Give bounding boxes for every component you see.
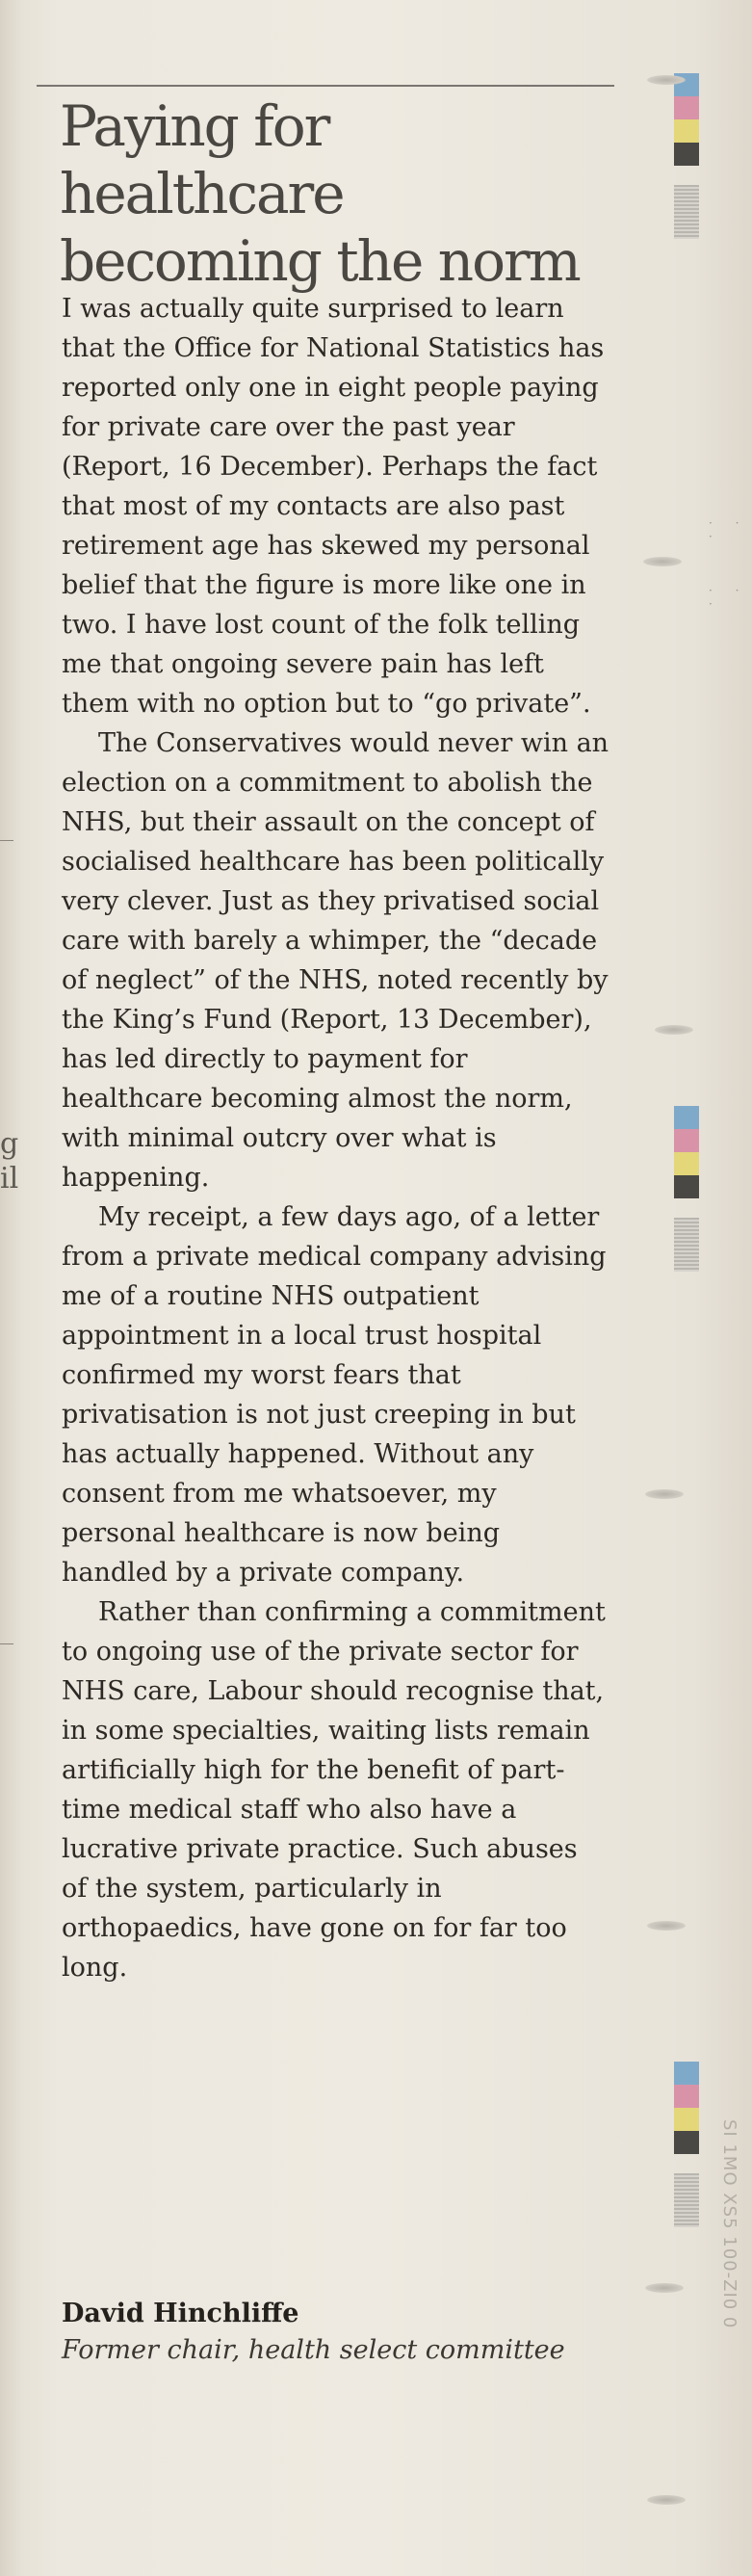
registration-marks	[674, 2062, 699, 2227]
article-headline: Paying for healthcare becoming the norm	[60, 93, 580, 294]
paragraph: Rather than confirming a commitment to ongoing use of the private sector for NHS care, Labour should recognise that, in some specialties, waiting lists remain artificially high for the benefit of part-time medical staff who also have a lucrative private practice. Such abuses of the system, particularly in orthopaedics, have gone on for far too long.	[62, 1597, 606, 1983]
black-swatch	[674, 2131, 699, 2154]
registration-marks	[674, 73, 699, 239]
magenta-swatch	[674, 1129, 699, 1152]
adjacent-column-rule	[0, 1643, 13, 1644]
black-swatch	[674, 1175, 699, 1198]
staple-hole	[645, 2283, 684, 2293]
magenta-swatch	[674, 96, 699, 119]
black-swatch	[674, 143, 699, 166]
grey-swatch	[674, 185, 699, 239]
adjacent-column-edge	[0, 0, 21, 2576]
adjacent-column-rule	[0, 840, 13, 841]
registration-marks	[674, 1106, 699, 1272]
staple-hole	[643, 557, 682, 566]
letter-body	[62, 289, 610, 1987]
author-role: Former chair, health select committee	[62, 2335, 565, 2365]
edge-print-code: SI 1MO XS5 100-ZI0 0	[719, 2119, 739, 2329]
magenta-swatch	[674, 2085, 699, 2108]
staple-hole	[647, 1921, 686, 1931]
staple-hole	[647, 75, 686, 85]
yellow-swatch	[674, 119, 699, 143]
staple-hole	[655, 1025, 693, 1035]
column-top-rule	[37, 85, 614, 87]
author-name: David Hinchliffe	[62, 2299, 299, 2328]
staple-hole	[647, 2495, 686, 2505]
paragraph: The Conservatives would never win an election on a commitment to abolish the NHS, but their assault on the concept of socialised healthcare has been politically very clever. Just as they privatised social care with barely a whimper, the “decade of neglect” of the NHS, noted recently by the King’s Fund (Report, 13 December), has led directly to payment for healthcare becoming almost the norm, with minimal outcry over what is happening.	[62, 728, 609, 1193]
print-dots: · · ·	[709, 516, 749, 543]
cyan-swatch	[674, 2062, 699, 2085]
staple-hole	[645, 1489, 684, 1499]
yellow-swatch	[674, 1152, 699, 1175]
cyan-swatch	[674, 1106, 699, 1129]
paragraph: I was actually quite surprised to learn that the Office for National Statistics has reported only one in eight people paying for private care over the past year (Report, 16 December). Perhaps the fact that most of my contacts are also past retirement age has skewed my personal belief that the figure is more like one in two. I have lost count of the folk telling me that ongoing severe pain has left them with no option but to “go private”.	[62, 294, 605, 719]
adjacent-column-fragment: il	[0, 1162, 19, 1196]
yellow-swatch	[674, 2108, 699, 2131]
letter-signature	[62, 2296, 610, 2369]
paragraph: My receipt, a few days ago, of a letter from a private medical company advising me of a routine NHS outpatient appointment in a local trust hospital confirmed my worst fears that privatisation is not just creeping in but has actually happened. Without any consent from me whatsoever, my personal healthcare is now being handled by a private company.	[62, 1202, 607, 1588]
grey-swatch	[674, 2173, 699, 2227]
grey-swatch	[674, 1218, 699, 1272]
print-dots: · · ·	[709, 584, 749, 611]
adjacent-column-fragment: g	[0, 1127, 19, 1161]
